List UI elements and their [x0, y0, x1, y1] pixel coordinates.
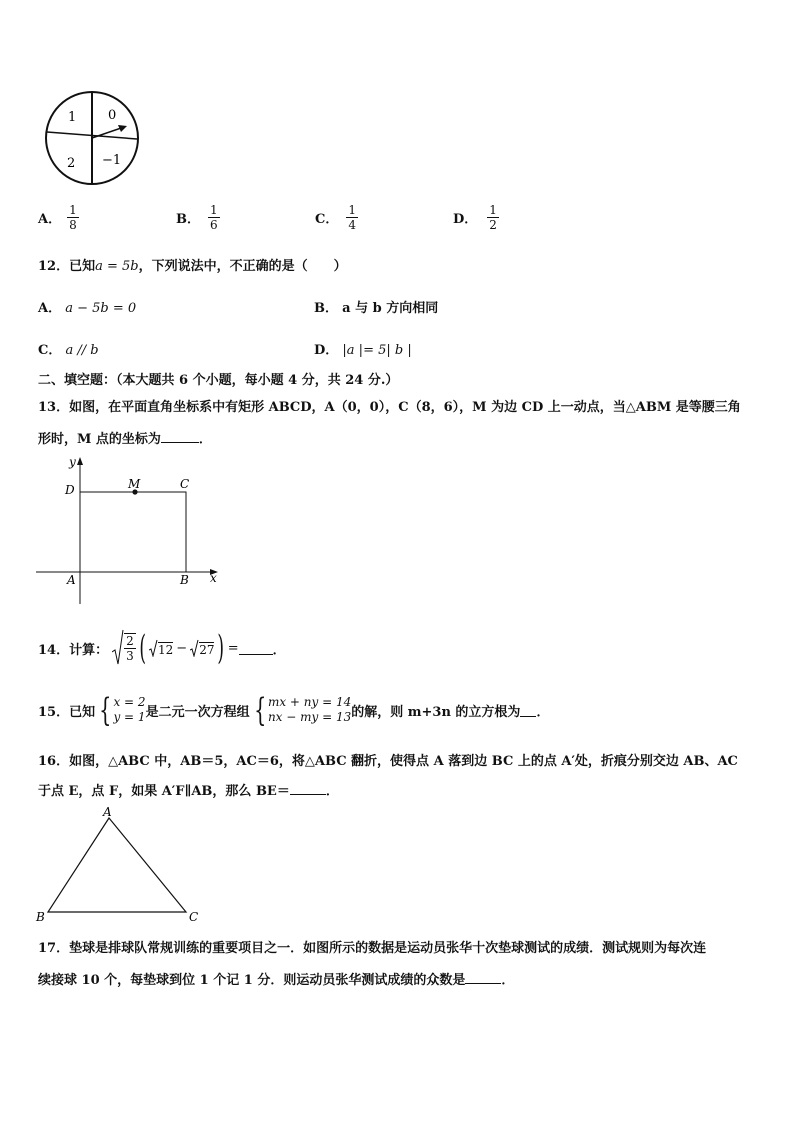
option-text: a − 5b = 0	[65, 301, 137, 316]
q17-line1: 17．垫球是排球队常规训练的重要项目之一．如图所示的数据是运动员张华十次垫球测试的成绩．测试规则为每次连	[38, 941, 707, 956]
q12-option-b[interactable]	[314, 297, 438, 316]
q14-question	[38, 628, 286, 668]
left-brace: {	[253, 691, 266, 729]
vertex-label-b: B	[36, 910, 45, 924]
q17-line2-text: 续接球 10 个，每垫球到位 1 个记 1 分．则运动员张华测试成绩的众数是	[38, 973, 466, 988]
option-label: D．	[314, 343, 339, 358]
spinner-figure	[44, 88, 142, 188]
q13-line2	[38, 428, 212, 447]
option-label: C．	[38, 343, 62, 358]
spinner-label-neg1: −1	[102, 153, 122, 168]
axis-label-y: y	[69, 455, 76, 469]
option-label: D．	[453, 212, 478, 227]
axis-label-x: x	[210, 571, 217, 585]
option-label: A．	[38, 212, 62, 227]
equals-sign: =	[227, 640, 239, 656]
sqrt-fraction	[124, 633, 136, 663]
solution-system	[95, 691, 146, 729]
system-line: y = 1	[113, 710, 146, 724]
system-line: x = 2	[113, 695, 146, 709]
spinner-label-2: 2	[67, 156, 76, 171]
option-fraction	[67, 203, 79, 232]
q11-option-a[interactable]	[38, 203, 79, 232]
q13-line2-text: 形时，M 点的坐标为	[38, 432, 161, 447]
option-text: a 与 b 方向相同	[342, 301, 439, 316]
option-text: a // b	[65, 343, 99, 358]
q16-line2	[38, 780, 339, 799]
answer-blank[interactable]	[161, 430, 199, 443]
fraction-denominator: 8	[69, 218, 77, 232]
sqrt-symbol	[190, 639, 199, 657]
answer-blank[interactable]	[239, 642, 273, 655]
spinner-label-1: 1	[68, 110, 77, 125]
radical-1	[149, 639, 173, 657]
fraction-numerator: 1	[489, 203, 497, 217]
section-title: 二、填空题：（本大题共 6 个小题，每小题 4 分，共 24 分.）	[38, 373, 399, 388]
q17-line2	[38, 969, 514, 988]
answer-blank[interactable]	[290, 782, 326, 795]
q14-prefix: 14．计算：	[38, 642, 109, 658]
q11-option-d[interactable]	[453, 203, 499, 232]
answer-blank[interactable]	[520, 704, 536, 717]
q12-given: a = 5b	[95, 259, 139, 274]
q11-option-c[interactable]	[315, 203, 358, 232]
fraction-denominator: 6	[210, 218, 218, 232]
spinner-label-0: 0	[108, 108, 117, 123]
q12-question	[38, 255, 347, 274]
option-label: B．	[176, 212, 200, 227]
point-label-a: A	[67, 573, 76, 587]
sqrt-symbol	[149, 639, 158, 657]
fraction-numerator: 1	[69, 203, 77, 217]
right-paren: )	[217, 628, 225, 668]
left-brace: {	[99, 691, 112, 729]
q16-line2-end: ．	[325, 784, 339, 799]
q12-suffix: ，下列说法中，不正确的是（ ）	[138, 259, 347, 274]
option-label: C．	[315, 212, 339, 227]
point-label-d: D	[65, 483, 75, 497]
vertex-label-a: A	[103, 805, 112, 819]
fraction-denominator: 4	[348, 218, 356, 232]
system-line: mx + ny = 14	[267, 695, 352, 709]
point-label-b: B	[180, 573, 189, 587]
q15-middle: 是二元一次方程组	[145, 704, 250, 720]
system-line: nx − my = 13	[267, 710, 352, 724]
option-fraction	[208, 203, 220, 232]
system-lines	[113, 695, 145, 725]
q15-end: ．	[536, 704, 550, 720]
point-label-c: C	[180, 477, 190, 491]
q17-line2-end: ．	[501, 973, 515, 988]
q15-suffix: 的解，则 m+3n 的立方根为	[351, 704, 521, 720]
fraction-numerator: 2	[126, 634, 134, 648]
option-label: A．	[38, 301, 62, 316]
q15-question	[38, 690, 549, 730]
radical-2	[190, 639, 214, 657]
option-fraction	[346, 203, 358, 232]
minus-sign: −	[176, 640, 188, 656]
q12-option-c[interactable]	[38, 339, 99, 358]
option-text: |a |= 5| b |	[342, 343, 412, 358]
equation-system	[250, 691, 352, 729]
q12-option-a[interactable]	[38, 297, 136, 316]
sqrt-symbol	[112, 628, 124, 668]
q16-triangle-figure	[34, 804, 204, 926]
left-paren: (	[139, 628, 146, 668]
option-fraction	[487, 203, 499, 232]
radicand: 27	[199, 643, 215, 657]
fraction-numerator: 1	[348, 203, 356, 217]
q13-line2-end: ．	[198, 432, 212, 447]
q13-coordinate-figure	[36, 454, 226, 608]
point-label-m: M	[128, 477, 141, 491]
q16-line2-text: 于点 E，点 F，如果 A′F∥AB，那么 BE＝	[38, 784, 290, 799]
q14-end: ．	[272, 642, 286, 658]
radicand: 12	[158, 643, 174, 657]
q11-option-b[interactable]	[176, 203, 220, 232]
q16-line1: 16．如图，△ABC 中，AB＝5，AC＝6，将△ABC 翻折，使得点 A 落到边 BC 上的点 A′处，折痕分别交边 AB、AC	[38, 754, 738, 769]
q13-line1: 13．如图，在平面直角坐标系中有矩形 ABCD，A（0，0），C（8，6），M 为边 CD 上一动点，当△ABM 是等腰三角	[38, 400, 741, 415]
q12-prefix: 12．已知	[38, 259, 96, 274]
q12-option-d[interactable]	[314, 339, 412, 358]
vertex-label-c: C	[189, 910, 199, 924]
fraction-denominator: 2	[489, 218, 497, 232]
q15-prefix: 15．已知	[38, 704, 96, 720]
fraction-numerator: 1	[210, 203, 218, 217]
option-label: B．	[314, 301, 338, 316]
system-lines	[268, 695, 351, 725]
answer-blank[interactable]	[465, 971, 501, 984]
fraction-denominator: 3	[126, 649, 134, 663]
